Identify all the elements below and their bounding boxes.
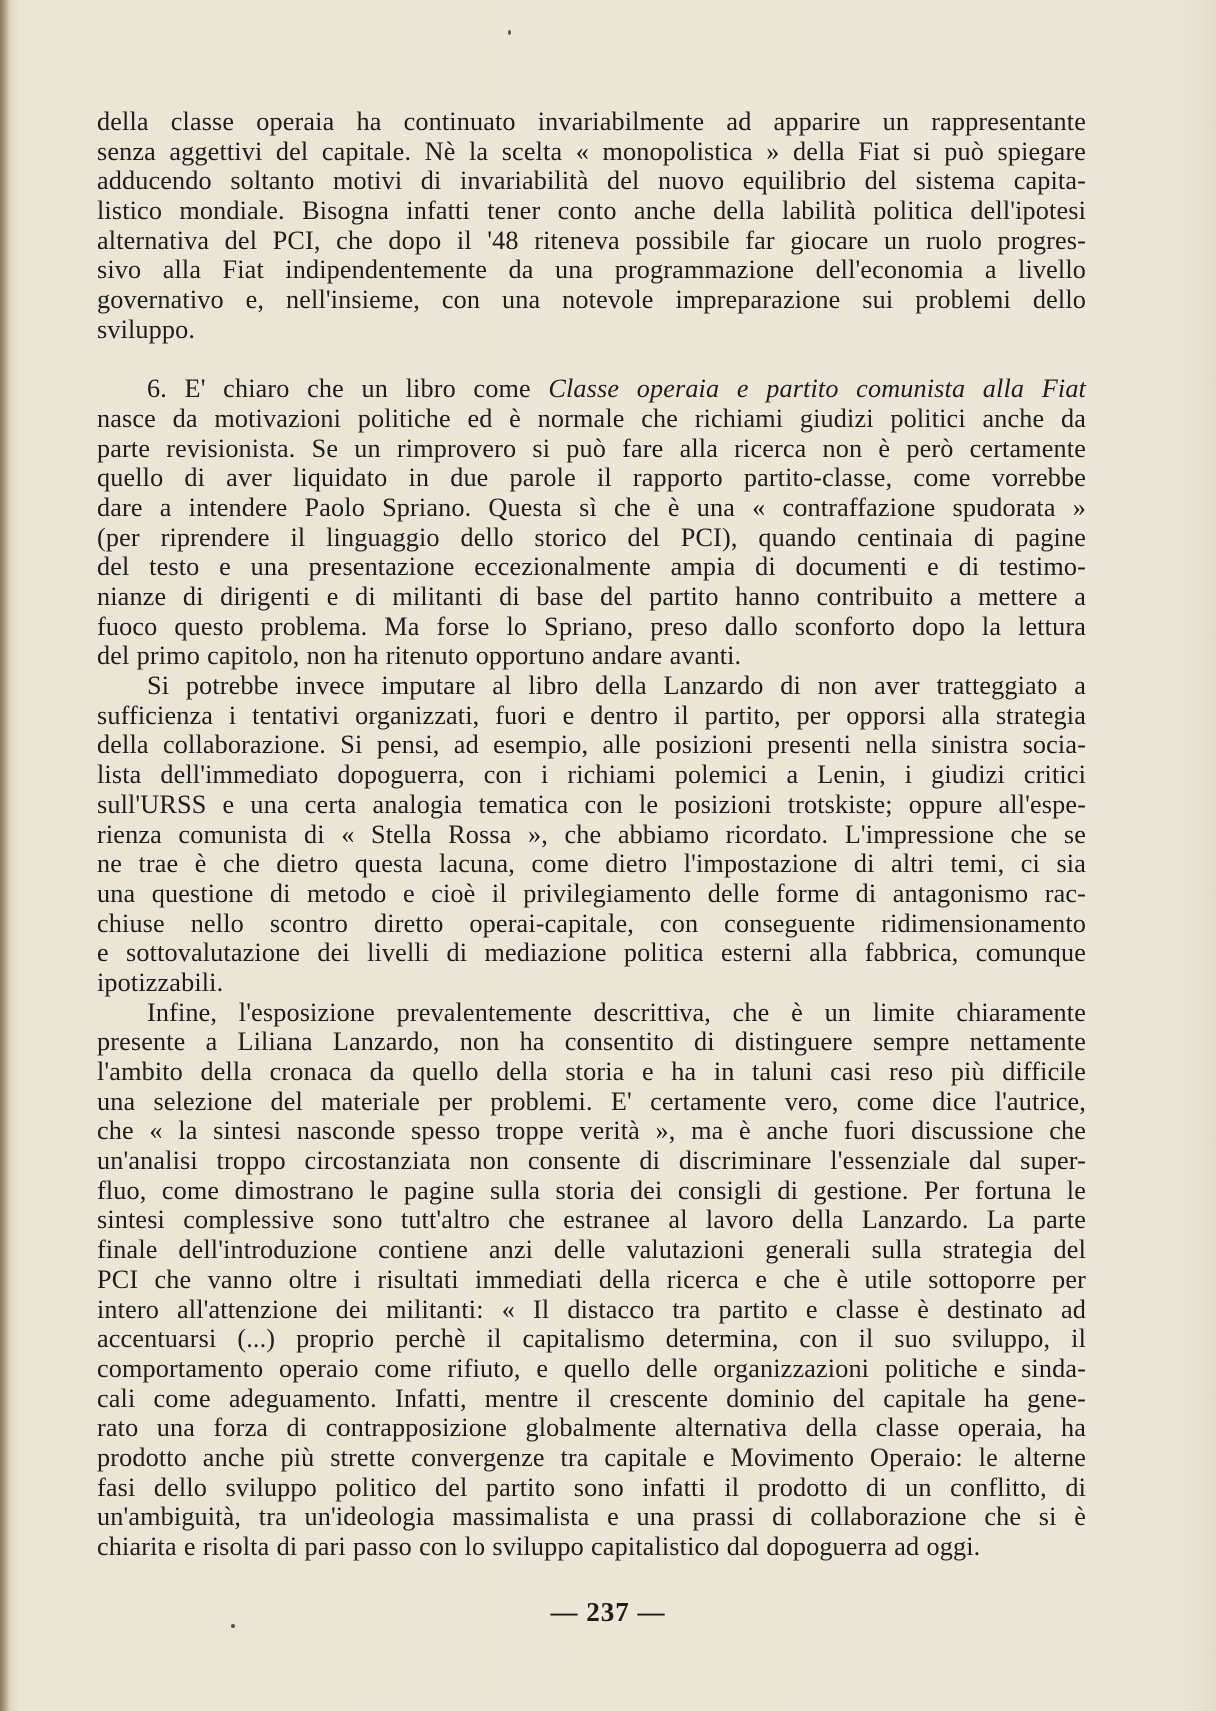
text-line: nianze di dirigenti e di militanti di base del partito hanno contribuito a mettere a (97, 582, 1086, 611)
text-line: un'ambiguità, tra un'ideologia massimalista e una prassi di collaborazione che si è (97, 1502, 1086, 1532)
text-line: Si potrebbe invece imputare al libro della Lanzardo di non aver tratteggiato a (147, 671, 1086, 701)
paragraph-3 (97, 671, 1086, 998)
text-line: presente a Liliana Lanzardo, non ha consentito di distinguere sempre nettamente (97, 1027, 1086, 1057)
text-line: dare a intendere Paolo Spriano. Questa sì che è una « contraffazione spudorata » (97, 492, 1086, 522)
text-line: PCI che vanno oltre i risultati immediati della ricerca e che è utile sottoporre per (97, 1264, 1086, 1294)
text-line: del primo capitolo, non ha ritenuto opportuno andare avanti. (97, 641, 742, 671)
text-line: accentuarsi (...) proprio perchè il capitalismo determina, con il suo sviluppo, il (97, 1324, 1086, 1354)
text-line: rienza comunista di « Stella Rossa », che abbiamo ricordato. L'impressione che se (97, 819, 1086, 849)
paragraph-gap (97, 345, 1086, 375)
page-number: — 237 — (550, 1597, 666, 1627)
text-line: della classe operaia ha continuato invariabilmente ad apparire un rappresentante (97, 107, 1086, 136)
text-line: alternativa del PCI, che dopo il '48 riteneva possibile far giocare un ruolo progres- (97, 225, 1086, 255)
paper-speck (508, 30, 511, 35)
text-line (97, 374, 1086, 404)
text-line: sull'URSS e una certa analogia tematica con le posizioni trotskiste; oppure all'espe- (97, 789, 1086, 819)
text-line: una selezione del materiale per problemi. E' certamente vero, come dice l'autrice, (97, 1086, 1086, 1116)
text-line: sintesi complessive sono tutt'altro che estranee al lavoro della Lanzardo. La parte (97, 1205, 1086, 1235)
text-line: lista dell'immediato dopoguerra, con i richiami polemici a Lenin, i giudizi critici (97, 760, 1086, 790)
text-line: una questione di metodo e cioè il privilegiamento delle forme di antagonismo rac- (97, 878, 1086, 908)
text-line: senza aggettivi del capitale. Nè la scelta « monopolistica » della Fiat si può spiegare (97, 136, 1086, 166)
text-line: sviluppo. (97, 314, 196, 344)
text-line: adducendo soltanto motivi di invariabilità del nuovo equilibrio del sistema capita- (97, 166, 1086, 196)
text-line: fasi dello sviluppo politico del partito sono infatti il prodotto di un conflitto, di (97, 1472, 1086, 1502)
text-line: governativo e, nell'insieme, con una notevole impreparazione sui problemi dello (97, 285, 1086, 315)
text-line: della collaborazione. Si pensi, ad esempio, alle posizioni presenti nella sinistra socia- (97, 730, 1086, 760)
text-line: un'analisi troppo circostanziata non consente di discriminare l'essenziale dal super- (97, 1146, 1086, 1176)
book-title: Classe operaia e partito comunista alla Fiat (548, 374, 1086, 404)
text-line: listico mondiale. Bisogna infatti tener conto anche della labilità politica dell'ipotesi (97, 196, 1086, 226)
text-line: e sottovalutazione dei livelli di mediazione politica esterni alla fabbrica, comunque (97, 938, 1086, 968)
text-line: che « la sintesi nasconde spesso troppe verità », ma è anche fuori discussione che (97, 1116, 1086, 1146)
text-line: parte revisionista. Se un rimprovero si può fare alla ricerca non è però certamente (97, 433, 1086, 463)
text-line: rato una forza di contrapposizione globalmente alternativa della classe operaia, ha (97, 1413, 1086, 1443)
text-line: comportamento operaio come rifiuto, e quello delle organizzazioni politiche e sinda- (97, 1353, 1086, 1383)
paragraph-2 (97, 374, 1086, 671)
text-line: chiuse nello scontro diretto operai-capitale, con conseguente ridimensionamento (97, 908, 1086, 938)
text-line: ne trae è che dietro questa lacuna, come dietro l'impostazione di altri temi, ci sia (97, 849, 1086, 879)
text-line: fuoco questo problema. Ma forse lo Spriano, preso dallo sconforto dopo la lettura (97, 611, 1086, 641)
text-line: del testo e una presentazione eccezionalmente ampia di documenti e di testimo- (97, 552, 1086, 582)
text-line: intero all'attenzione dei militanti: « Il distacco tra partito e classe è destinato ad (97, 1294, 1086, 1324)
text-line: Infine, l'esposizione prevalentemente descrittiva, che è un limite chiaramente (147, 997, 1086, 1027)
page-binding-shadow (0, 0, 10, 1711)
text-line: sufficienza i tentativi organizzati, fuori e dentro il partito, per opporsi alla strategia (97, 700, 1086, 730)
text-line: prodotto anche più strette convergenze tra capitale e Movimento Operaio: le alterne (97, 1442, 1086, 1472)
text-line: (per riprendere il linguaggio dello storico del PCI), quando centinaia di pagine (97, 522, 1086, 552)
text-line: ipotizzabili. (97, 967, 224, 997)
paragraph-1 (97, 107, 1086, 345)
text-line: finale dell'introduzione contiene anzi delle valutazioni generali sulla strategia del (97, 1235, 1086, 1265)
body-text (97, 107, 1086, 1562)
text-line: cali come adeguamento. Infatti, mentre il crescente dominio del capitale ha gene- (97, 1383, 1086, 1413)
text-line: nasce da motivazioni politiche ed è normale che richiami giudizi politici anche da (97, 403, 1086, 433)
text-line: fluo, come dimostrano le pagine sulla storia dei consigli di gestione. Per fortuna le (97, 1175, 1086, 1205)
text-line: quello di aver liquidato in due parole il rapporto partito-classe, come vorrebbe (97, 463, 1086, 493)
text-line: l'ambito della cronaca da quello della storia e ha in taluni casi reso più difficile (97, 1057, 1086, 1086)
text-line: chiarita e risolta di pari passo con lo sviluppo capitalistico dal dopoguerra ad oggi. (97, 1532, 981, 1561)
paragraph-4 (97, 998, 1086, 1562)
text-line: sivo alla Fiat indipendentemente da una programmazione dell'economia a livello (97, 255, 1086, 285)
section-opening: 6. E' chiaro che un libro come (147, 374, 549, 404)
